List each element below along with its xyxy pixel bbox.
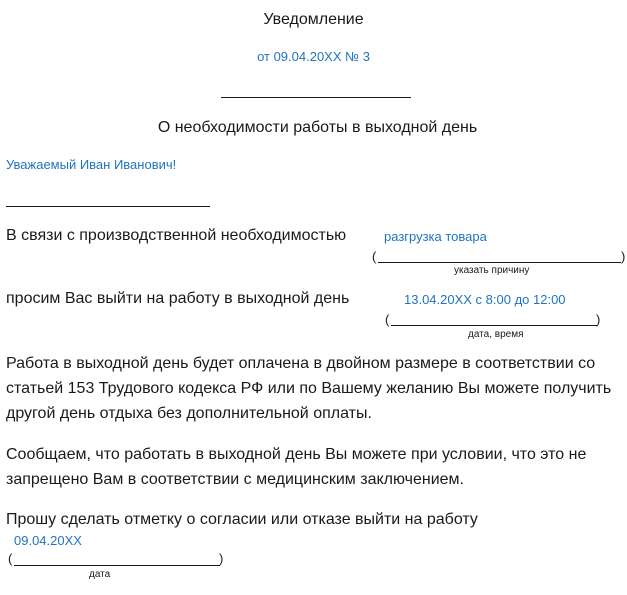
document-title: Уведомление xyxy=(263,11,364,28)
reason-intro: В связи с производственной необходимостью xyxy=(6,227,347,244)
document-subject: О необходимости работы в выходной день xyxy=(157,119,478,136)
consent-request: Прошу сделать отметку о согласии или отказе выйти на работу xyxy=(6,511,478,528)
consent-paren-close: ) xyxy=(219,551,224,566)
datetime-paren-close: ) xyxy=(596,312,601,327)
reason-underline xyxy=(378,262,621,263)
paragraph-medical: Сообщаем, что работать в выходной день Вы можете при условии, что это не запрещено Вам в соответствии с медицинским заключением. xyxy=(6,446,587,488)
reason-hint: указать причину xyxy=(454,265,530,276)
consent-date-hint: дата xyxy=(89,569,111,580)
signature-line-header xyxy=(221,97,411,98)
datetime-hint: дата, время xyxy=(468,329,524,340)
reason-paren-close: ) xyxy=(621,249,626,264)
reason-value: разгрузка товара xyxy=(384,229,487,244)
datetime-value: 13.04.20ХХ с 8:00 до 12:00 xyxy=(404,292,566,307)
consent-date-value: 09.04.20ХХ xyxy=(14,533,82,548)
consent-date-underline xyxy=(14,565,220,566)
consent-paren-open: ( xyxy=(8,551,13,566)
paragraph-payment: Работа в выходной день будет оплачена в двойном размере в соответствии со статьей 153 Трудового кодекса РФ или по Вашему желанию Вы можете получить другой день отдыха без дополнительной оплаты. xyxy=(6,355,612,422)
reason-paren-open: ( xyxy=(372,249,377,264)
greeting: Уважаемый Иван Иванович! xyxy=(6,157,177,172)
request-intro: просим Вас выйти на работу в выходной день xyxy=(6,290,350,307)
greeting-underline xyxy=(6,206,210,207)
document-number-line: от 09.04.20ХХ № 3 xyxy=(257,49,370,64)
datetime-paren-open: ( xyxy=(385,312,390,327)
datetime-underline xyxy=(391,325,597,326)
